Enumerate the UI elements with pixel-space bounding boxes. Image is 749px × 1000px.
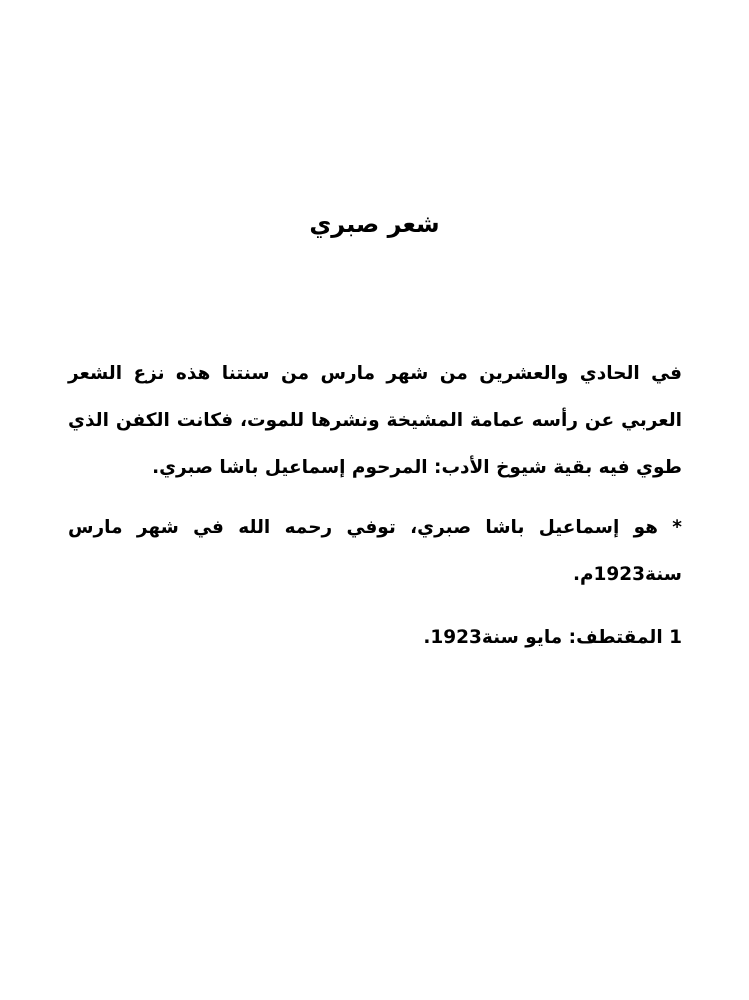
footnote-source: 1 المقتطف: مايو سنة1923. bbox=[423, 627, 682, 648]
document-title: شعر صبري bbox=[309, 210, 440, 238]
footnote-biography: * هو إسماعيل باشا صبري، توفي رحمه الله في شهر مارس سنة1923م. bbox=[68, 517, 682, 585]
main-paragraph: في الحادي والعشرين من شهر مارس من سنتنا هذه نزع الشعر العربي عن رأسه عمامة المشيخة ونشرها للموت، فكانت الكفن الذي طوي فيه بقية شيوخ الأدب: المرحوم إسماعيل باشا صبري. bbox=[68, 363, 682, 478]
